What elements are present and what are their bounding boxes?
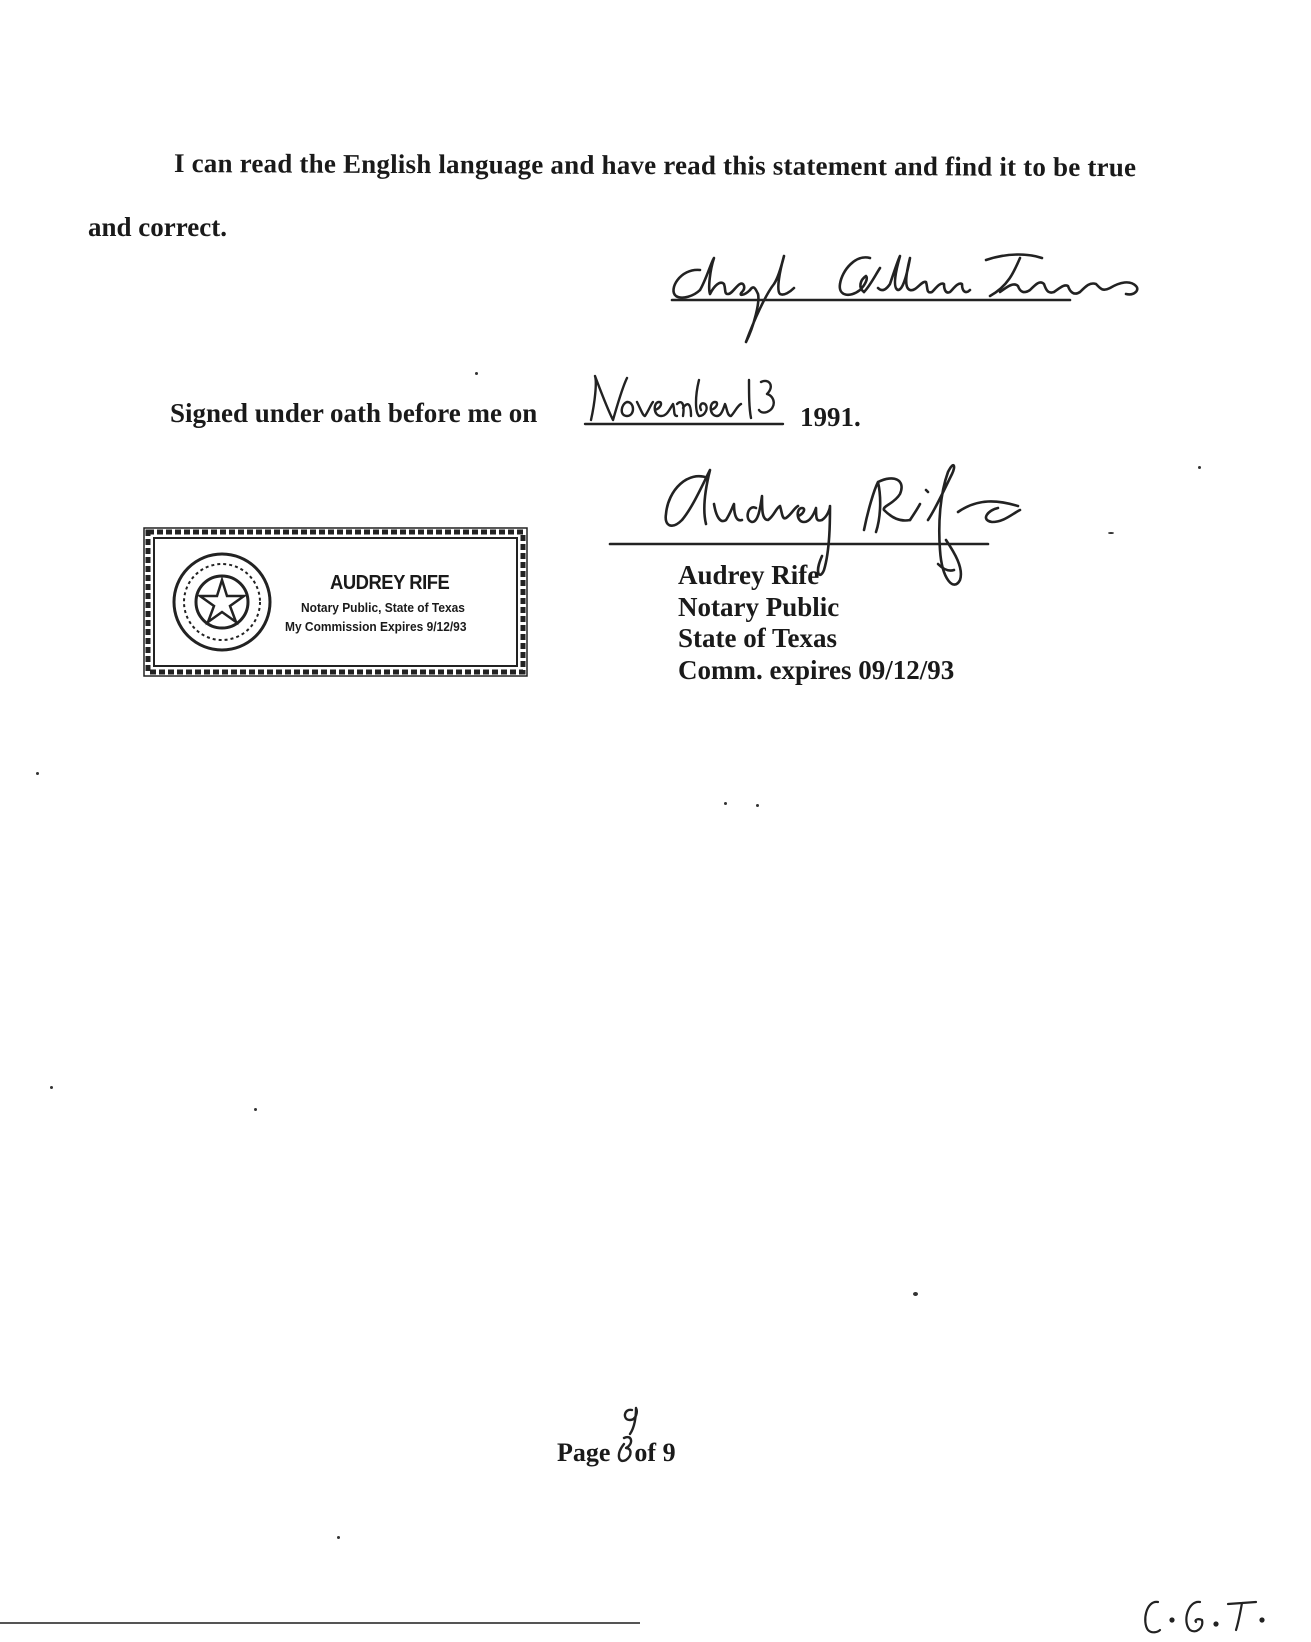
seal-line-3: My Commission Expires 9/12/93 bbox=[285, 619, 467, 634]
scan-speck bbox=[254, 1108, 257, 1111]
scan-speck bbox=[1108, 532, 1114, 534]
oath-statement bbox=[170, 398, 537, 429]
statement-line-1: I can read the English language and have read this statement and find it to be true bbox=[173, 148, 1137, 183]
page-suffix: of 9 bbox=[634, 1438, 676, 1467]
scan-speck bbox=[475, 372, 478, 375]
notary-state: State of Texas bbox=[678, 623, 838, 653]
handwritten-page-number bbox=[610, 1404, 660, 1484]
oath-prefix: Signed under oath before me on bbox=[170, 398, 538, 428]
handwritten-initials bbox=[1138, 1594, 1268, 1642]
scan-speck bbox=[36, 772, 39, 775]
page-prefix: Page bbox=[557, 1438, 611, 1467]
scan-speck bbox=[724, 802, 727, 805]
oath-year: 1991. bbox=[800, 402, 861, 432]
statement-line-2: and correct. bbox=[88, 212, 227, 242]
scan-speck bbox=[756, 804, 759, 807]
notary-commission: Comm. expires 09/12/93 bbox=[678, 654, 955, 685]
notary-block bbox=[678, 560, 954, 686]
handwritten-signature-icon bbox=[670, 250, 1210, 370]
notary-title: Notary Public bbox=[678, 591, 840, 622]
scan-speck bbox=[1198, 466, 1201, 469]
handwritten-date bbox=[583, 372, 788, 434]
scan-speck bbox=[50, 1086, 53, 1089]
notary-name: Audrey Rife bbox=[678, 560, 820, 590]
seal-name: AUDREY RIFE bbox=[330, 572, 450, 594]
scan-speck bbox=[913, 1292, 918, 1296]
seal-line-2: Notary Public, State of Texas bbox=[301, 600, 465, 615]
bottom-rule bbox=[0, 1622, 640, 1624]
scan-speck bbox=[337, 1536, 340, 1539]
